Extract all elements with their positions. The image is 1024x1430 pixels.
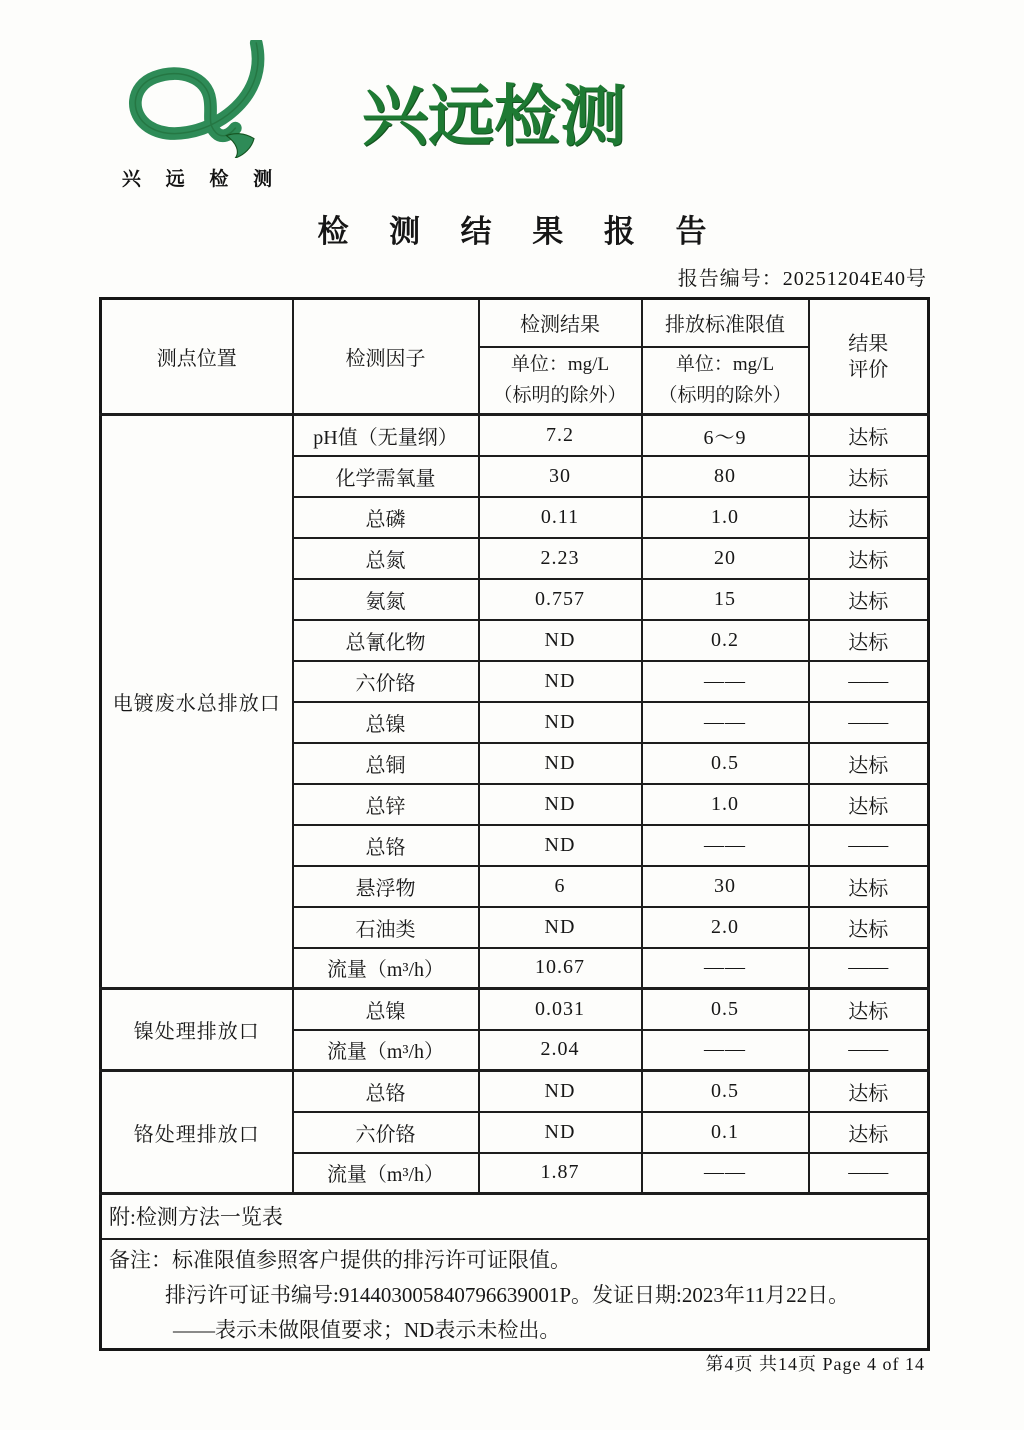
factor-cell: 总铬: [293, 1071, 479, 1112]
result-cell: 30: [479, 456, 642, 497]
location-cell: 电镀废水总排放口: [101, 415, 293, 989]
unit-limit-line1: 单位：mg/L: [675, 354, 775, 376]
attachment-note-row: [101, 1194, 929, 1239]
location-cell: 镍处理排放口: [101, 989, 293, 1071]
unit-limit-line2: （标明的除外）: [658, 385, 792, 407]
results-table-wrap: [99, 297, 928, 1351]
eval-cell: ——: [809, 702, 929, 743]
result-cell: ND: [479, 907, 642, 948]
factor-cell: 总氰化物: [293, 620, 479, 661]
result-cell: ND: [479, 661, 642, 702]
result-cell: 6: [479, 866, 642, 907]
table-row: [101, 989, 929, 1030]
eval-cell: ——: [809, 1030, 929, 1071]
col-header-limit: 排放标准限值: [642, 299, 809, 347]
alpha-swoosh-icon: [123, 40, 273, 158]
logo-caption: 兴 远 检 测: [121, 169, 275, 190]
result-cell: ND: [479, 825, 642, 866]
col-header-factor: 检测因子: [293, 299, 479, 415]
result-cell: 7.2: [479, 415, 642, 456]
unit-result-header: [479, 347, 642, 415]
col-header-result: 检测结果: [479, 299, 642, 347]
limit-cell: 20: [642, 538, 809, 579]
limit-cell: 0.5: [642, 1071, 809, 1112]
eval-cell: ——: [809, 1153, 929, 1194]
location-cell: 铬处理排放口: [101, 1071, 293, 1194]
table-row: [101, 1071, 929, 1112]
limit-cell: ——: [642, 825, 809, 866]
unit-limit-header: [642, 347, 809, 415]
eval-cell: 达标: [809, 415, 929, 456]
col-header-eval-line1: 结果: [848, 332, 889, 355]
eval-cell: ——: [809, 948, 929, 989]
limit-cell: 6～9: [642, 415, 809, 456]
eval-cell: 达标: [809, 497, 929, 538]
factor-cell: 流量（m³/h）: [293, 948, 479, 989]
factor-cell: 总氮: [293, 538, 479, 579]
limit-cell: ——: [642, 1153, 809, 1194]
brand-title: 兴远检测: [362, 80, 626, 154]
limit-cell: 15: [642, 579, 809, 620]
table-body: [101, 415, 929, 1350]
eval-cell: ——: [809, 661, 929, 702]
eval-cell: 达标: [809, 743, 929, 784]
eval-cell: 达标: [809, 784, 929, 825]
result-cell: ND: [479, 743, 642, 784]
company-logo: [118, 40, 278, 191]
result-cell: 0.031: [479, 989, 642, 1030]
factor-cell: 总镍: [293, 702, 479, 743]
result-cell: ND: [479, 1112, 642, 1153]
result-cell: 1.87: [479, 1153, 642, 1194]
limit-cell: ——: [642, 948, 809, 989]
eval-cell: 达标: [809, 989, 929, 1030]
factor-cell: 总铬: [293, 825, 479, 866]
eval-cell: 达标: [809, 1071, 929, 1112]
factor-cell: 总镍: [293, 989, 479, 1030]
page-title: 检 测 结 果 报 告: [317, 214, 723, 249]
result-cell: 2.04: [479, 1030, 642, 1071]
remarks-row: [101, 1239, 929, 1350]
result-cell: 0.11: [479, 497, 642, 538]
factor-cell: 六价铬: [293, 661, 479, 702]
limit-cell: 0.5: [642, 989, 809, 1030]
limit-cell: 1.0: [642, 497, 809, 538]
limit-cell: ——: [642, 1030, 809, 1071]
limit-cell: 0.5: [642, 743, 809, 784]
limit-cell: ——: [642, 702, 809, 743]
result-cell: ND: [479, 1071, 642, 1112]
factor-cell: 化学需氧量: [293, 456, 479, 497]
table-head: [101, 299, 929, 415]
factor-cell: 悬浮物: [293, 866, 479, 907]
col-header-eval-line2: 评价: [848, 358, 889, 381]
col-header-location: 测点位置: [101, 299, 293, 415]
eval-cell: 达标: [809, 866, 929, 907]
eval-cell: 达标: [809, 620, 929, 661]
limit-cell: 0.2: [642, 620, 809, 661]
limit-cell: 1.0: [642, 784, 809, 825]
header-row-1: [101, 299, 929, 347]
attachment-note: 附:检测方法一览表: [101, 1194, 929, 1239]
report-number: 报告编号：20251204E40号: [677, 268, 927, 290]
remark-line: 排污许可证书编号:914403005840796639001P。发证日期:2023年11月22日。: [165, 1282, 850, 1307]
result-cell: 2.23: [479, 538, 642, 579]
remarks-cell: [101, 1239, 929, 1350]
eval-cell: 达标: [809, 456, 929, 497]
factor-cell: pH值（无量纲）: [293, 415, 479, 456]
unit-result-line1: 单位：mg/L: [510, 354, 610, 376]
factor-cell: 总磷: [293, 497, 479, 538]
result-cell: ND: [479, 702, 642, 743]
result-cell: ND: [479, 784, 642, 825]
table-row: [101, 415, 929, 456]
factor-cell: 流量（m³/h）: [293, 1153, 479, 1194]
result-cell: ND: [479, 620, 642, 661]
unit-result-line2: （标明的除外）: [493, 385, 627, 407]
limit-cell: 2.0: [642, 907, 809, 948]
remark-line: 备注：标准限值参照客户提供的排污许可证限值。: [109, 1247, 571, 1272]
factor-cell: 总锌: [293, 784, 479, 825]
factor-cell: 总铜: [293, 743, 479, 784]
limit-cell: 80: [642, 456, 809, 497]
factor-cell: 氨氮: [293, 579, 479, 620]
result-cell: 0.757: [479, 579, 642, 620]
eval-cell: ——: [809, 825, 929, 866]
limit-cell: 30: [642, 866, 809, 907]
footer-page-label: 第4页 共14页 Page 4 of 14: [705, 1354, 925, 1374]
eval-cell: 达标: [809, 538, 929, 579]
limit-cell: ——: [642, 661, 809, 702]
eval-cell: 达标: [809, 907, 929, 948]
limit-cell: 0.1: [642, 1112, 809, 1153]
remark-line: ——表示未做限值要求；ND表示未检出。: [173, 1317, 561, 1342]
eval-cell: 达标: [809, 1112, 929, 1153]
eval-cell: 达标: [809, 579, 929, 620]
result-cell: 10.67: [479, 948, 642, 989]
col-header-eval: [809, 299, 929, 415]
results-table: [99, 297, 930, 1351]
factor-cell: 流量（m³/h）: [293, 1030, 479, 1071]
factor-cell: 石油类: [293, 907, 479, 948]
factor-cell: 六价铬: [293, 1112, 479, 1153]
